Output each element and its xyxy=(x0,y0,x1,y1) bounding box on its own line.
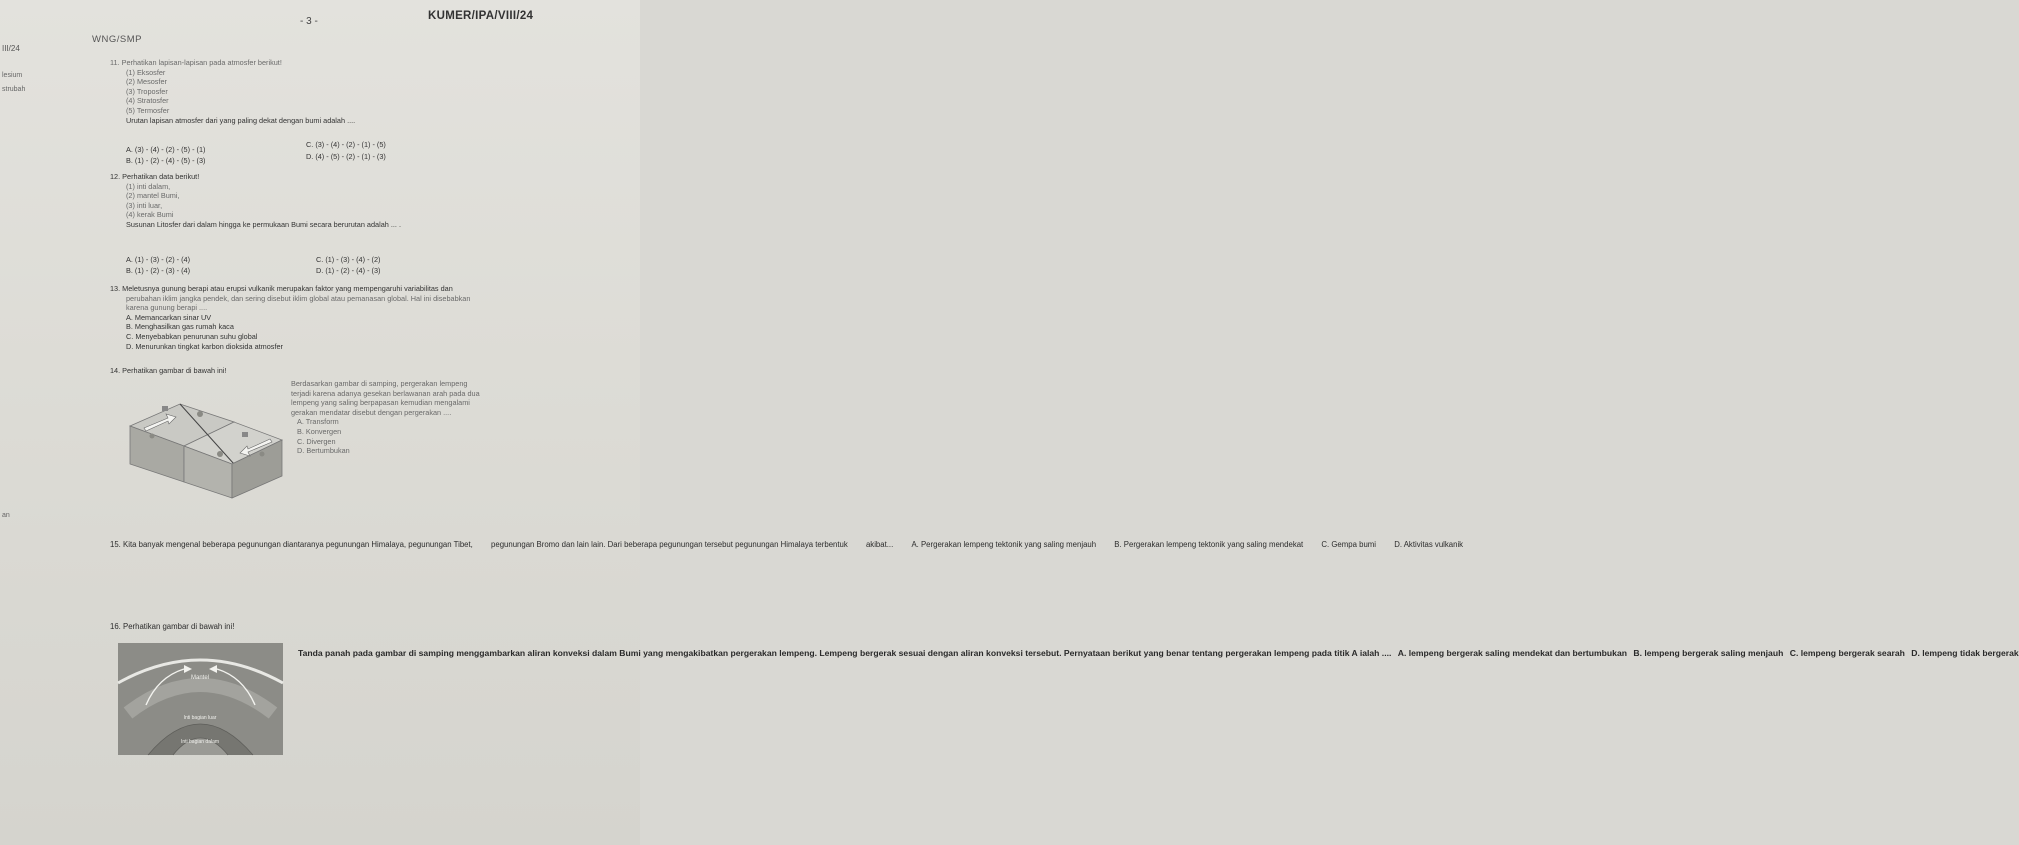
margin-note-3: strubah xyxy=(2,86,26,93)
q11-item-5: (5) Termosfer xyxy=(126,105,170,115)
q13-option-d[interactable]: D. Menurunkan tingkat karbon dioksida atmosfer xyxy=(126,341,283,351)
q15-line-3: akibat... xyxy=(865,540,894,549)
q13-option-b[interactable]: B. Menghasilkan gas rumah kaca xyxy=(126,322,234,332)
q16-option-d[interactable]: D. lempeng tidak bergerak xyxy=(1911,648,2019,658)
q11-question: Urutan lapisan atmosfer dari yang paling dekat dengan bumi adalah .... xyxy=(126,115,356,125)
inner-core-label: Inti bagian dalam xyxy=(180,739,220,745)
q13-option-a[interactable]: A. Memancarkan sinar UV xyxy=(126,312,212,322)
q14-stem: 14. Perhatikan gambar di bawah ini! xyxy=(110,366,227,375)
q13-option-c[interactable]: C. Menyebabkan penurunan suhu global xyxy=(126,331,258,341)
q16-text-2: aliran konveksi dalam Bumi yang mengakibatkan xyxy=(527,648,729,658)
q12-option-c[interactable]: C. (1) - (3) - (4) - (2) xyxy=(316,255,381,264)
outer-core-label: Inti bagian luar xyxy=(183,715,217,721)
q14-text-4: gerakan mendatar disebut dengan pergerakan .... xyxy=(291,407,452,417)
q11-item-2: (2) Mesosfer xyxy=(126,77,167,87)
margin-note-1: III/24 xyxy=(2,44,20,53)
exam-code: KUMER/IPA/VIII/24 xyxy=(428,10,534,22)
q14-option-a[interactable]: A. Transform xyxy=(297,417,339,427)
q16-text-3: pergerakan lempeng. Lempeng bergerak sesuai dengan xyxy=(730,648,959,658)
q15-line-1: 15. Kita banyak mengenal beberapa pegunungan diantaranya pegunungan Himalaya, pegunungan Tibet, xyxy=(110,540,473,549)
q16-text xyxy=(298,648,2019,659)
q15-line-2: pegunungan Bromo dan lain lain. Dari beberapa pegunungan tersebut pegunungan Himalaya terbentuk xyxy=(491,540,848,549)
q13-line-2: perubahan iklim jangka pendek, dan sering disebut iklim global atau pemanasan global. Hal ini disebabkan xyxy=(126,293,471,303)
q11-item-3: (3) Troposfer xyxy=(126,86,168,96)
q11-option-a[interactable]: A. (3) - (4) - (2) - (5) - (1) xyxy=(126,145,206,154)
convection-earth-figure xyxy=(118,643,283,755)
q11-option-c[interactable]: C. (3) - (4) - (2) - (1) - (5) xyxy=(306,140,386,149)
question-15 xyxy=(110,540,1463,550)
q12-item-2: (2) mantel Bumi, xyxy=(126,191,180,201)
q12-item-4: (4) kerak Bumi xyxy=(126,210,174,220)
q12-item-1: (1) inti dalam, xyxy=(126,181,171,191)
q16-option-a[interactable]: A. lempeng bergerak saling mendekat dan bertumbukan xyxy=(1397,648,1627,658)
question-11 xyxy=(110,58,355,125)
q12-option-a[interactable]: A. (1) - (3) - (2) - (4) xyxy=(126,255,191,264)
q12-question: Susunan Litosfer dari dalam hingga ke permukaan Bumi secara berurutan adalah ... . xyxy=(126,219,402,229)
q16-option-c[interactable]: C. lempeng bergerak searah xyxy=(1789,648,1905,658)
margin-note-4: an xyxy=(2,512,10,519)
q14-option-b[interactable]: B. Konvergen xyxy=(297,426,342,436)
q11-option-d[interactable]: D. (4) - (5) - (2) - (1) - (3) xyxy=(306,152,386,161)
q12-item-3: (3) inti luar, xyxy=(126,200,163,210)
q11-option-b[interactable]: B. (1) - (2) - (4) - (5) - (3) xyxy=(126,156,206,165)
q15-option-c[interactable]: C. Gempa bumi xyxy=(1321,540,1377,549)
q12-option-b[interactable]: B. (1) - (2) - (3) - (4) xyxy=(126,266,191,275)
school-code: WNG/SMP xyxy=(92,34,142,45)
transform-plate-figure xyxy=(122,384,287,502)
q11-stem: 11. Perhatikan lapisan-lapisan pada atmosfer berikut! xyxy=(110,58,282,67)
q11-item-4: (4) Stratosfer xyxy=(126,96,169,106)
q16-text-5: tentang pergerakan lempeng pada titik A ialah .... xyxy=(1191,648,1392,658)
q12-stem: 12. Perhatikan data berikut! xyxy=(110,172,200,181)
q14-text-3: lempeng yang saling berpapasan kemudian mengalami xyxy=(291,398,470,408)
q14-text xyxy=(291,379,480,456)
q11-item-1: (1) Eksosfer xyxy=(126,67,166,77)
q14-option-d[interactable]: D. Bertumbukan xyxy=(297,446,350,456)
question-13 xyxy=(110,284,470,351)
q12-option-d[interactable]: D. (1) - (2) - (4) - (3) xyxy=(316,266,381,275)
q13-line-1: 13. Meletusnya gunung berapi atau erupsi vulkanik merupakan faktor yang mempengaruhi variabilitas dan xyxy=(110,284,453,293)
q16-text-4: aliran konveksi tersebut. Pernyataan berikut yang benar xyxy=(960,648,1190,658)
q14-text-1: Berdasarkan gambar di samping, pergerakan lempeng xyxy=(291,379,468,388)
q16-option-b[interactable]: B. lempeng bergerak saling menjauh xyxy=(1633,648,1784,658)
q16-text-1: Tanda panah pada gambar di samping menggambarkan xyxy=(298,648,526,658)
q14-option-c[interactable]: C. Divergen xyxy=(297,436,336,446)
page-number: - 3 - xyxy=(300,16,318,27)
q15-option-d[interactable]: D. Aktivitas vulkanik xyxy=(1394,540,1464,549)
q14-text-2: terjadi karena adanya gesekan berlawanan arah pada dua xyxy=(291,388,480,398)
q15-option-a[interactable]: A. Pergerakan lempeng tektonik yang saling menjauh xyxy=(911,540,1097,549)
q13-line-3: karena gunung berapi .... xyxy=(126,303,208,313)
q16-stem: 16. Perhatikan gambar di bawah ini! xyxy=(110,622,235,631)
q15-option-b[interactable]: B. Pergerakan lempeng tektonik yang saling mendekat xyxy=(1114,540,1304,549)
question-12 xyxy=(110,172,401,230)
margin-note-2: lesium xyxy=(2,72,23,79)
mantle-label: Mantel xyxy=(190,675,210,681)
